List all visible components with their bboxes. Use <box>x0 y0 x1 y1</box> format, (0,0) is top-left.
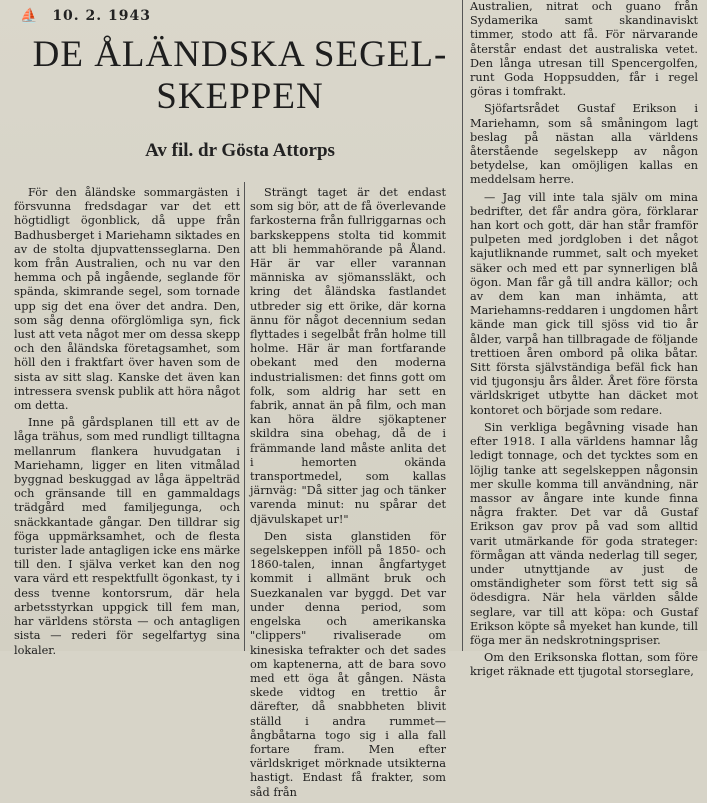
date-text: 10. 2. 1943 <box>52 8 151 24</box>
headline-line-1: DE ÅLÄNDSKA SEGEL- <box>32 34 448 75</box>
paragraph: Sjöfartsrådet Gustaf Erikson i Mariehamn, som så småningom lagt beslag på nästan alla världens återstående segelskepp av någon betydelse, kan omöjligen kallas en meddelsam herre. <box>470 102 698 187</box>
byline: Av fil. dr Gösta Attorps <box>145 140 335 161</box>
paragraph: Inne på gårdsplanen till ett av de låga trähus, som med rundligt tilltagna mellanrum flankera huvudgatan i Mariehamn, ligger en liten vitmålad byggnad beskuggad av låga äppelträd och gränsande till en gammaldags trädgård med familjegunga, och snäckkantade gångar. Den tilldrar sig föga uppmärksamhet, och de flesta turister lade antagligen icke ens märke till den. I själva verket kan den nog vara värd ett respektfullt ögonkast, ty i dess tvenne kontorsrum, där hela arbetsstyrkan uppgick till fem man, har världens största — och antagligen sista — rederi för segelfartyg sina lokaler. <box>14 416 241 657</box>
paragraph: — Jag vill inte tala själv om mina bedrifter, det får andra göra, förklarar han kort och gott, där han står framför pulpeten med jordgloben i det något kajutliknande rummet, salt och myeket säker och med ett par synnerligen blå ögon. Man får gå till andra källor; och av dem kan man inhämta, att Mariehamns-reddaren i ungdomen hårt kände man gick till sjöss vid tio år ålder, varpå han tillbragade de följande trettioen åren ombord på olika båtar. Sitt första självständiga befäl fick han vid tjugonsju års ålder. Året före första världskriget utbytte han däcket mot kontoret och började som redare. <box>470 190 698 417</box>
ship-mark-icon: ⛵ <box>20 8 39 24</box>
headline <box>20 34 460 118</box>
paragraph: Australien, nitrat och guano från Sydamerika samt skandinaviskt timmer, stodo att få. För närvarande återstår endast det australiska vetet. Den långa utresan till Spencergolfen, runt Goda Hoppsudden, får i regel göras i tomfrakt. <box>470 0 698 99</box>
article-column-2 <box>250 186 446 803</box>
article-header <box>20 8 460 168</box>
paragraph: För den åländske sommargästen i försvunna fredsdagar var det ett högtidligt ögonblick, då uppe från Badhusberget i Mariehamn siktades en av de stolta djupvattensseglarna. Den kom från Australien, och nu var den hemma och på ingående, seglande för spända, skimrande segel, som tornade upp sig det ena över det andra. Den, som såg denna oförglömliga syn, fick lust att veta något mer om dessa skepp och den åländska företagsamhet, som höll den i fraktfart över haven som de sista av sitt slag. Kanske det även kan intressera svensk publik att höra något om detta. <box>14 186 240 413</box>
article-column-3 <box>470 0 698 683</box>
headline-line-2: SKEPPEN <box>156 76 324 117</box>
paragraph: Strängt taget är det endast som sig bör, att de få överlevande farkosterna från fullriggarnas och barkskeppens stolta tid kommit att bli hemmahörande på Åland. Här är var eller varannan människa av sjömanssläkt, och kring det åländska fastlandet utbreder sig ett örike, där korna ännu för något decennium sedan flyttades i segelbåt från holme till holme. Här är man fortfarande obekant med den moderna industrialismen: det finns gott om folk, som aldrig har sett en fabrik, annat än på film, och man kan höra äldre sjökaptener skildra sina obehag, då de i främmande land måste anlita det i hemorten okända transportmedel, som kallas järnväg: "Då sitter jag och tänker varenda minut: nu spårar det djävulskapet ur!" <box>250 186 446 526</box>
paragraph: Sin verkliga begåvning visade han efter 1918. I alla världens hamnar låg ledigt tonnage, och det tycktes som en löjlig tanke att segelskeppen någonsin mer skulle komma till användning, när massor av ångare inte kunde finna några frakter. Det var då Gustaf Erikson gav prov på vad som alltid varit utmärkande för goda strateger: förmågan att vända nederlag till seger, under utnyttjande av just de omständigheter som först tett sig så ödesdigra. När hela världen sålde seglare, var till att köpa: och Gustaf Erikson köpte så myeket han kunde, till föga mer än nedskrotningspriser. <box>470 420 698 647</box>
paragraph: Den sista glanstiden för segelskeppen inföll på 1850- och 1860-talen, innan ångfartyget kommit i allmänt bruk och Suezkanalen var byggd. Det var under denna period, som engelska och amerikanska "clippers" rivaliserade om kinesiska tefrakter och det sades om kaptenerna, att de bara sovo med ett öga åt gången. Nästa skede vidtog en trettio år därefter, då snabbheten blivit ställd i andra rummet— ångbåtarna togo sig i alla fall fortare fram. Men efter världskriget mörknade utsikterna hastigt. Endast få frakter, som såd från <box>250 529 446 799</box>
column-divider-left <box>244 182 245 651</box>
article-column-1 <box>14 186 240 661</box>
paragraph: Om den Eriksonska flottan, som före kriget räknade ett tjugotal storseglare, <box>470 651 698 679</box>
column-divider-right <box>462 0 463 651</box>
date-line <box>20 8 460 24</box>
